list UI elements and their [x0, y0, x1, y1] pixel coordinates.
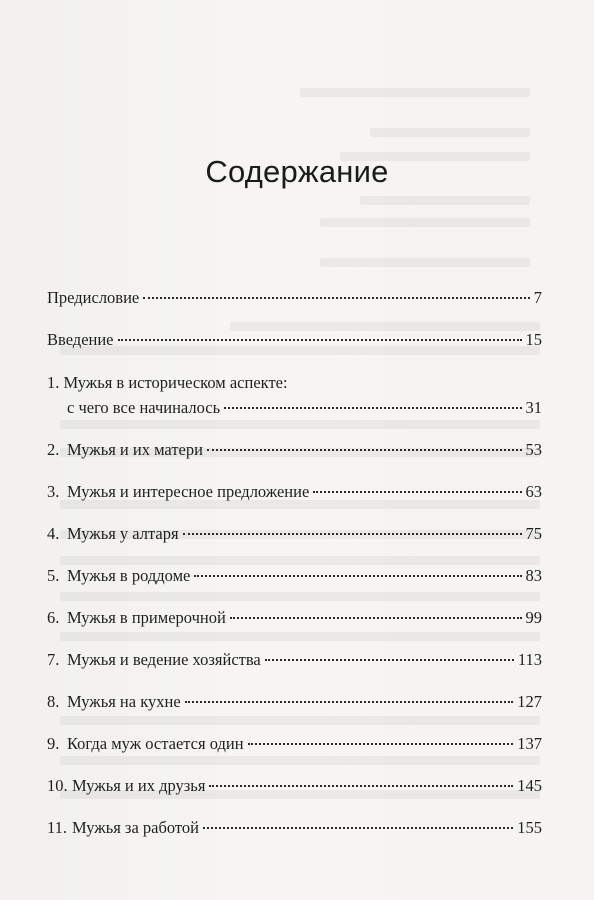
toc-entry-number: 10.: [47, 776, 68, 795]
toc-entry-title: Мужья в роддоме: [67, 566, 191, 585]
toc-entry-page: 113: [517, 650, 542, 669]
toc-entry-number: 7.: [47, 650, 60, 669]
toc-entry-chapter-2: [47, 440, 542, 460]
toc-entry-title: Предисловие: [47, 288, 140, 307]
toc-entry-title-line1: Мужья в историческом аспекте:: [63, 373, 288, 392]
toc-entry-number: 9.: [47, 734, 60, 753]
toc-entry-title: Мужья и их друзья: [72, 776, 206, 795]
toc-entry-introduction: [47, 330, 542, 350]
toc-entry-page: 145: [517, 776, 542, 795]
dot-leader: [207, 449, 522, 451]
page-title: Содержание: [205, 154, 389, 189]
dot-leader: [265, 659, 514, 661]
dot-leader: [313, 491, 521, 493]
toc-entry-page: 7: [533, 288, 542, 307]
toc-entry-title: с чего все начиналось: [67, 398, 221, 417]
toc-entry-page: 15: [525, 330, 542, 349]
toc-entry-page: 99: [525, 608, 542, 627]
toc-entry-chapter-8: [47, 692, 542, 712]
toc-entry-preface: [47, 288, 542, 308]
toc-entry-title: Мужья у алтаря: [67, 524, 179, 543]
toc-entry-chapter-1: [47, 398, 542, 418]
dot-leader: [230, 617, 522, 619]
toc-entry-chapter-3: [47, 482, 542, 502]
toc-entry-number: 2.: [47, 440, 60, 459]
toc-entry-page: 127: [517, 692, 542, 711]
dot-leader: [183, 533, 522, 535]
toc-entry-page: 75: [525, 524, 542, 543]
toc-entry-number: 8.: [47, 692, 60, 711]
toc-entry-chapter-11: [47, 818, 542, 838]
toc-entry-number: 1.: [47, 373, 60, 392]
toc-entry-title: Введение: [47, 330, 114, 349]
toc-entry-title: Мужья и интересное предложение: [67, 482, 310, 501]
toc-entry-title: Мужья на кухне: [67, 692, 181, 711]
toc-entry-page: 63: [525, 482, 542, 501]
toc-entry-page: 53: [525, 440, 542, 459]
toc-entry-page: 31: [525, 398, 542, 417]
dot-leader: [118, 339, 522, 341]
toc-entry-chapter-6: [47, 608, 542, 628]
toc-entry-number: 4.: [47, 524, 60, 543]
toc-entry-chapter-1-line1: [47, 373, 288, 393]
toc-entry-number: 11.: [47, 818, 68, 837]
toc-entry-title: Мужья за работой: [72, 818, 199, 837]
dot-leader: [143, 297, 530, 299]
dot-leader: [194, 575, 521, 577]
toc-entry-number: 6.: [47, 608, 60, 627]
dot-leader: [248, 743, 514, 745]
toc-entry-chapter-9: [47, 734, 542, 754]
toc-entry-page: 155: [517, 818, 542, 837]
toc-entry-number: 3.: [47, 482, 60, 501]
toc-entry-chapter-7: [47, 650, 542, 670]
toc-entry-title: Мужья в примерочной: [67, 608, 226, 627]
toc-entry-title: Когда муж остается один: [67, 734, 244, 753]
toc-entry-chapter-5: [47, 566, 542, 586]
dot-leader: [185, 701, 514, 703]
dot-leader: [203, 827, 513, 829]
toc-entry-page: 83: [525, 566, 542, 585]
toc-entry-title: Мужья и их матери: [67, 440, 203, 459]
toc-entry-chapter-4: [47, 524, 542, 544]
dot-leader: [224, 407, 521, 409]
toc-entry-title: Мужья и ведение хозяйства: [67, 650, 261, 669]
dot-leader: [209, 785, 513, 787]
toc-entry-chapter-10: [47, 776, 542, 796]
toc-entry-page: 137: [517, 734, 542, 753]
toc-entry-number: 5.: [47, 566, 60, 585]
